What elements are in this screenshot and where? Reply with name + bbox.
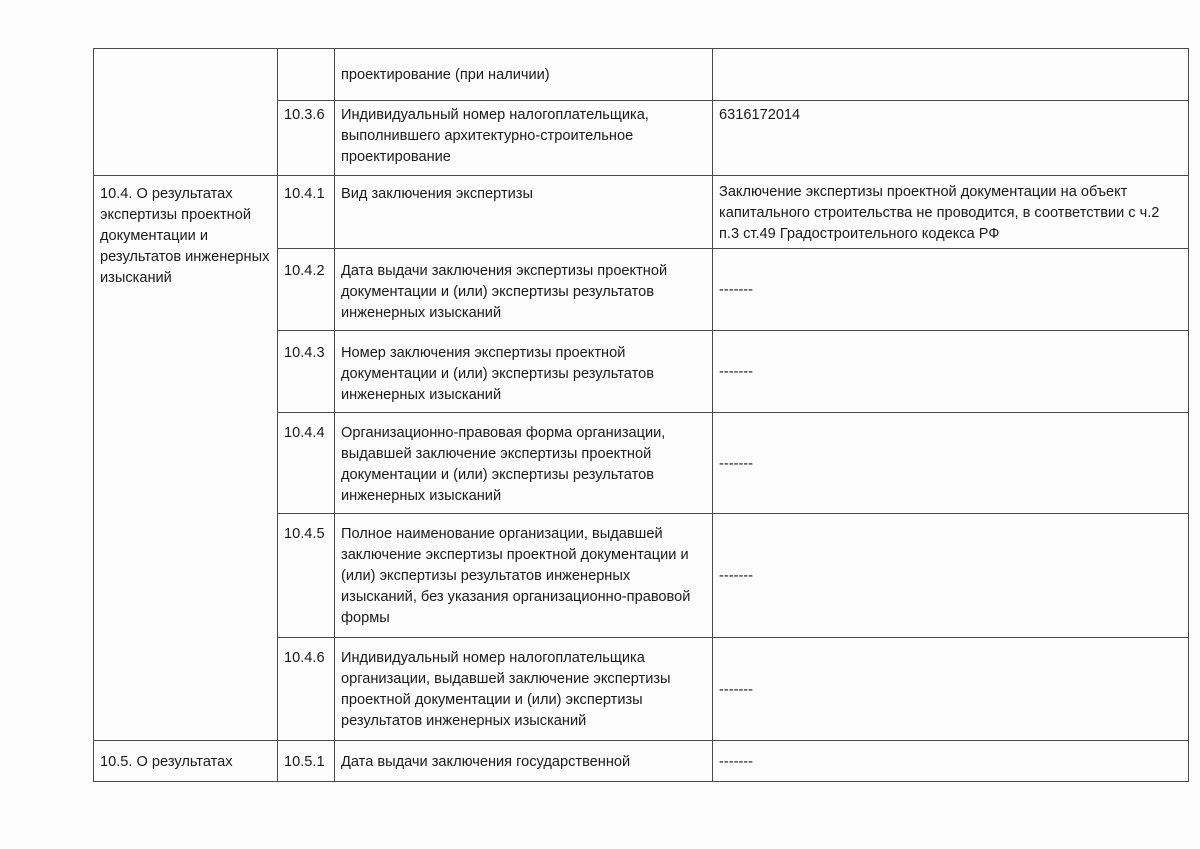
- item-value: 6316172014: [713, 101, 1189, 176]
- item-value: -------: [713, 249, 1189, 331]
- item-number: 10.4.6: [278, 638, 335, 741]
- section-cell: 10.4. О результатах экспертизы проектной документации и результатов инженерных изысканий: [94, 176, 278, 741]
- item-label: Вид заключения экспертизы: [335, 176, 713, 249]
- table-row: [94, 741, 1189, 782]
- document-table: [93, 48, 1189, 782]
- item-number: 10.4.2: [278, 249, 335, 331]
- item-number: 10.4.5: [278, 514, 335, 638]
- item-value: -------: [713, 331, 1189, 413]
- section-cell: 10.5. О результатах: [94, 741, 278, 782]
- item-number: 10.4.4: [278, 413, 335, 514]
- item-number: 10.4.1: [278, 176, 335, 249]
- item-label: Дата выдачи заключения экспертизы проектной документации и (или) экспертизы результатов инженерных изысканий: [335, 249, 713, 331]
- item-value: -------: [713, 638, 1189, 741]
- section-cell: [94, 49, 278, 176]
- item-label: Полное наименование организации, выдавшей заключение экспертизы проектной документации и (или) экспертизы результатов инженерных изысканий, без указания организационно-правовой формы: [335, 514, 713, 638]
- item-number: 10.4.3: [278, 331, 335, 413]
- item-number: [278, 49, 335, 101]
- item-label: проектирование (при наличии): [335, 49, 713, 101]
- item-value: -------: [713, 413, 1189, 514]
- item-label: Индивидуальный номер налогоплательщика, выполнившего архитектурно-строительное проектирование: [335, 101, 713, 176]
- item-value: Заключение экспертизы проектной документации на объект капитального строительства не проводится, в соответствии с ч.2 п.3 ст.49 Градостроительного кодекса РФ: [713, 176, 1189, 249]
- table-row: [94, 49, 1189, 101]
- item-value: -------: [713, 514, 1189, 638]
- item-number: 10.5.1: [278, 741, 335, 782]
- item-label: Номер заключения экспертизы проектной документации и (или) экспертизы результатов инженерных изысканий: [335, 331, 713, 413]
- item-value: [713, 49, 1189, 101]
- item-label: Дата выдачи заключения государственной: [335, 741, 713, 782]
- item-label: Организационно-правовая форма организации, выдавшей заключение экспертизы проектной документации и (или) экспертизы результатов инженерных изысканий: [335, 413, 713, 514]
- item-value: -------: [713, 741, 1189, 782]
- item-label: Индивидуальный номер налогоплательщика организации, выдавшей заключение экспертизы проектной документации и (или) экспертизы результатов инженерных изысканий: [335, 638, 713, 741]
- item-number: 10.3.6: [278, 101, 335, 176]
- table-row: [94, 176, 1189, 249]
